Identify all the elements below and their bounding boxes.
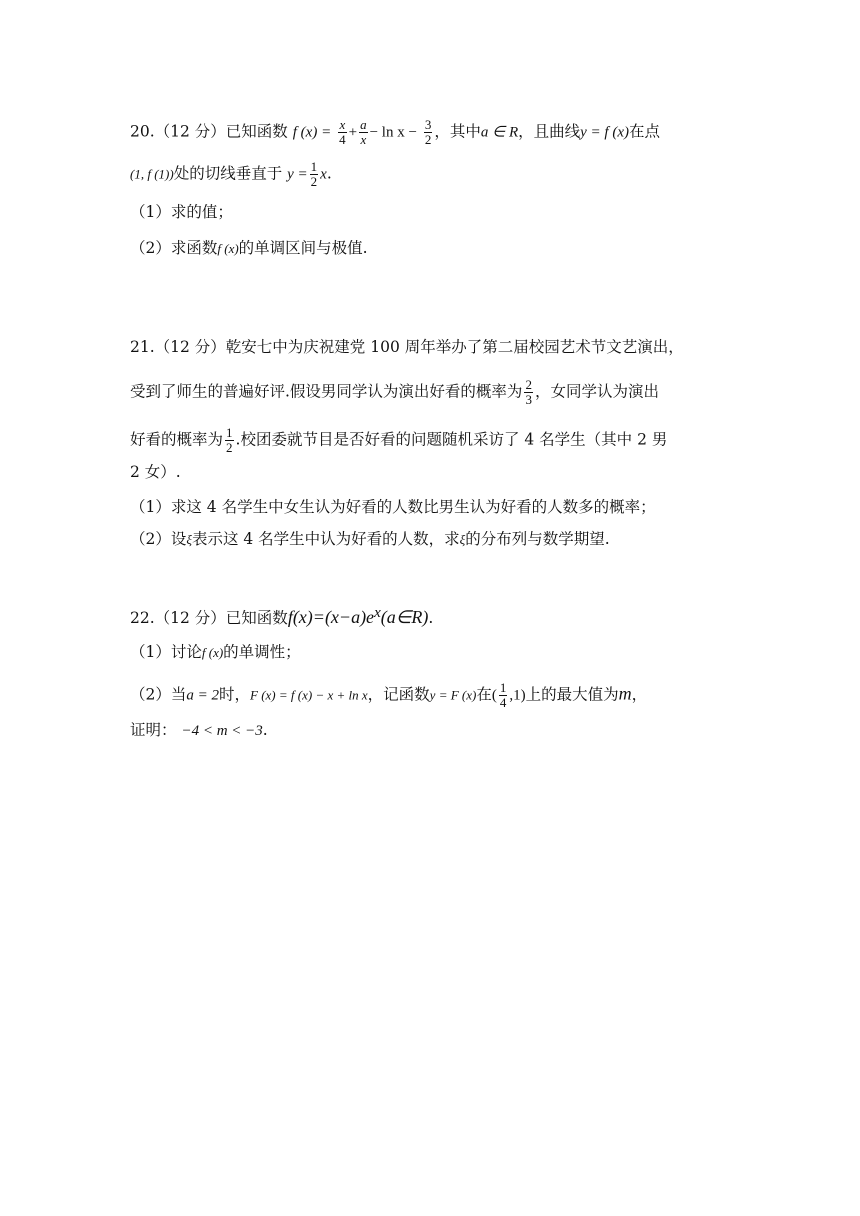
- q22-ineq: −4 < m < −3: [181, 723, 263, 739]
- q22-int-close: ,1): [509, 687, 526, 704]
- q20-period: .: [326, 164, 332, 183]
- q21-part2-post: 的分布列与数学期望.: [465, 530, 610, 548]
- q21-line1: 21.（12 分）乾安七中为庆祝建党 100 周年举办了第二届校园艺术节文艺演出，: [130, 338, 684, 356]
- q20-frac2: $\frac{a}{x}$: [360, 117, 367, 147]
- q22-int-open: (: [491, 687, 497, 704]
- q22-part1-post: 的单调性；: [223, 643, 301, 661]
- q20-part2-post: 的单调区间与极值.: [238, 239, 368, 257]
- q20-frac1: $\frac{x}{4}$: [339, 117, 346, 147]
- q21-part1: （1）求这 4 名学生中女生认为好看的人数比男生认为好看的人数多的概率；: [130, 498, 656, 516]
- q22-head: 22.（12 分）已知函数: [130, 609, 288, 628]
- q22-part2-mid: ，记函数: [367, 685, 430, 704]
- q20-point: (1, f (1)): [130, 166, 174, 182]
- q20-line1: 20.（12 分）已知函数 f (x) = $\frac{x}{4}$ + $\frac{a}{x}$ − ln x − $\frac{3}{2}$ ，其中a ∈ R，且曲线y = f (x)在点: [130, 117, 661, 147]
- q20-x-end: x: [320, 166, 327, 183]
- q20-a-in-r: a ∈ R: [480, 124, 519, 141]
- q21-part2-pre: （2）设: [130, 530, 187, 548]
- q20-tail: 在点: [629, 122, 661, 141]
- q20-mid1: ，其中: [434, 122, 481, 141]
- q21-line4: 2 女）.: [130, 463, 181, 481]
- q20-part2-fx: f (x): [217, 241, 239, 256]
- q21-xi: ξ: [186, 532, 192, 547]
- q21-line3: [130, 426, 667, 455]
- q22-proof-pre: 证明：: [130, 721, 177, 739]
- q21-xi-2: ξ: [459, 532, 466, 547]
- q20-mid2: ，且曲线: [518, 122, 581, 141]
- q20-part2-pre: （2）求函数: [130, 239, 218, 257]
- q20-part2: [130, 238, 368, 259]
- q21-female-prob: $\frac{1}{2}$: [226, 425, 233, 455]
- q22-a-eq: a = 2: [186, 687, 219, 704]
- q22-int-frac: $\frac{1}{4}$: [499, 680, 507, 710]
- q21-line2-post: ，女同学认为演出: [534, 382, 659, 401]
- q20-curve: y = f (x): [580, 124, 629, 141]
- q21-line2-pre: 受到了师生的普遍好评.假设男同学认为演出好看的概率为: [130, 382, 523, 401]
- q21-part2: [130, 529, 610, 550]
- q22-part1: [130, 642, 301, 663]
- q22-m: m: [618, 683, 632, 704]
- q22-fx-def: F (x) = f (x) − x + ln x: [250, 687, 368, 703]
- q22-proof-end: .: [262, 721, 268, 739]
- q22-part2-post: 上的最大值为: [525, 685, 619, 704]
- q20-part1: （1）求的值；: [130, 203, 233, 221]
- q22-period: .: [428, 609, 434, 628]
- q22-part2-in: 在: [476, 685, 492, 704]
- q20-term3: − ln x −: [369, 124, 417, 141]
- q20-y-eq: y =: [287, 166, 308, 183]
- q20-head: 20.（12 分）已知函数: [130, 122, 288, 141]
- q20-frac3: $\frac{3}{2}$: [424, 117, 432, 147]
- q20-slope-frac: $\frac{1}{2}$: [310, 159, 318, 189]
- q21-line3-post: .校团委就节目是否好看的问题随机采访了 4 名学生（其中 2 男: [235, 430, 668, 449]
- q22-func-b: (a∈R): [380, 607, 429, 628]
- q22-part1-fx: f (x): [201, 645, 224, 660]
- q22-func-sup: x: [374, 605, 381, 621]
- q22-y-fx: y = F (x): [429, 687, 477, 703]
- q20-fx: f (x) =: [292, 124, 332, 141]
- q21-line3-pre: 好看的概率为: [130, 430, 224, 449]
- q22-part2-pre: （2）当: [130, 685, 187, 704]
- q22-comma: ，: [631, 685, 648, 704]
- q20-line2: [130, 160, 332, 189]
- q21-line2: [130, 378, 659, 407]
- q22-func-a: f(x)=(x−a)e: [287, 607, 375, 628]
- q22-part2: [130, 681, 647, 710]
- q22-part1-pre: （1）讨论: [130, 643, 202, 661]
- q22-line1: [130, 603, 433, 628]
- q22-proof: [130, 720, 268, 741]
- q22-part2-time: 时，: [219, 685, 251, 704]
- q20-perp-text: 处的切线垂直于: [173, 164, 283, 183]
- q21-part2-mid: 表示这 4 名学生中认为好看的人数，求: [191, 530, 460, 548]
- q21-male-prob: $\frac{2}{3}$: [525, 377, 532, 407]
